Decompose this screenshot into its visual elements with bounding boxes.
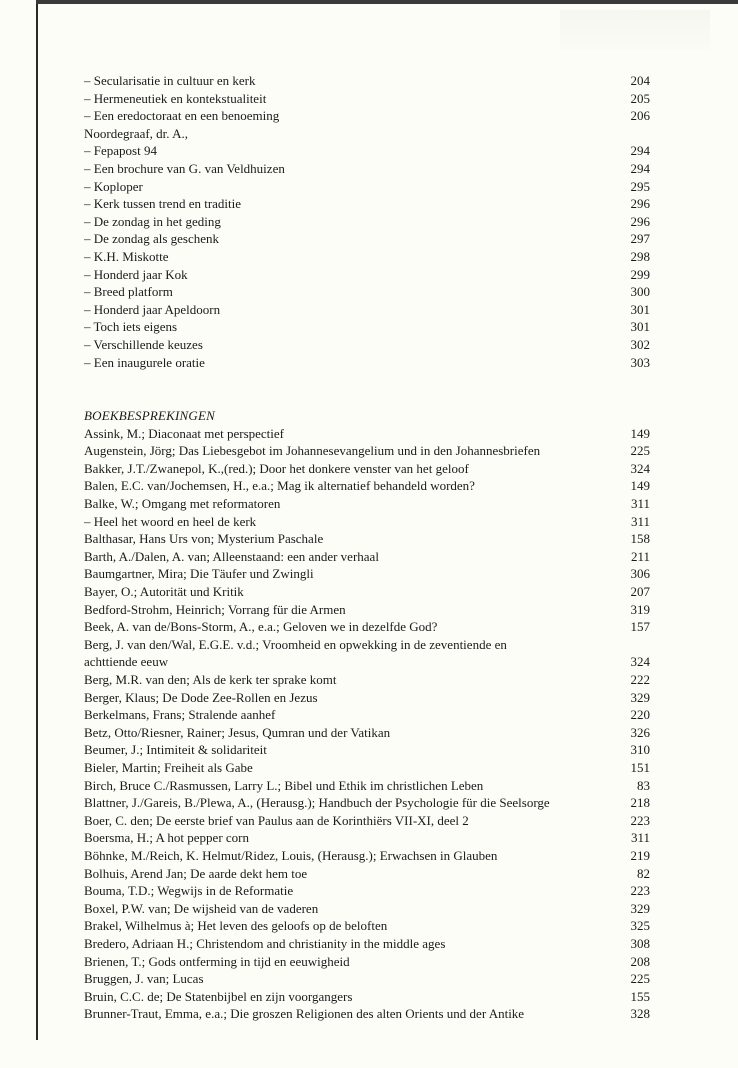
reviews-list [84,425,650,1023]
entry-page: 325 [630,918,650,934]
index-entry [84,548,650,566]
entry-title: Berg, M.R. van den; Als de kerk ter sprake komt [84,672,337,687]
entry-title: – Een inaugurele oratie [84,354,205,370]
entry-title: Berkelmans, Frans; Stralende aanhef [84,707,276,723]
index-entry [84,724,650,742]
index-entry [84,460,650,478]
entry-title: Bedford-Strohm, Heinrich; Vorrang für die Armen [84,601,346,617]
index-entry [84,283,650,301]
index-entry [84,741,650,759]
entry-title: – De zondag als geschenk [84,231,220,247]
entry-title: Beek, A. van de/Bons-Storm, A., e.a.; Geloven we in dezelfde God? [84,619,438,635]
entry-page: 223 [630,883,650,899]
entry-title: Berger, Klaus; De Dode Zee-Rollen en Jezus [84,689,318,705]
entry-page: 306 [630,566,650,582]
entry-page: 82 [637,865,650,881]
entry-title: – Kerk tussen trend en traditie [84,196,242,212]
entry-title: Bolhuis, Arend Jan; De aarde dekt hem toe [84,865,308,881]
index-entry [84,900,650,918]
index-entry [84,178,650,196]
entry-title: – Een brochure van G. van Veldhuizen [84,160,285,176]
index-entry [84,107,650,125]
entry-page: 206 [630,108,650,124]
section-heading-row [84,407,650,425]
entry-title: – Koploper [84,178,143,194]
entry-page: 326 [630,724,650,740]
entry-page: 301 [630,301,650,317]
index-entry [84,477,650,495]
index-entry [84,777,650,795]
entry-title: Bredero, Adriaan H.; Christendom and christianity in the middle ages [84,935,446,951]
entry-title: Bouma, T.D.; Wegwijs in de Reformatie [84,883,294,899]
index-entry [84,794,650,812]
index-entry [84,90,650,108]
entry-title: Birch, Bruce C./Rasmussen, Larry L.; Bibel und Ethik im christlichen Leben [84,777,484,793]
entry-page: 204 [630,73,650,88]
entry-title: Bakker, J.T./Zwanepol, K.,(red.); Door het donkere venster van het geloof [84,460,469,476]
index-content [84,72,650,1023]
entry-title: Böhnke, M./Reich, K. Helmut/Ridez, Louis, (Herausg.); Erwachsen in Glauben [84,847,498,863]
index-entry [84,812,650,830]
index-entry [84,318,650,336]
entry-page: 211 [630,548,650,564]
entry-page: 299 [630,266,650,282]
page-edge-top [36,0,738,4]
bleed-through-mark [560,10,710,50]
entry-title: – K.H. Miskotte [84,248,169,264]
entry-title: – Toch iets eigens [84,319,178,335]
entry-page: 329 [630,900,650,916]
index-entry [84,160,650,178]
index-entry [84,248,650,266]
entry-page: 207 [630,584,650,600]
entry-title: Bayer, O.; Autorität und Kritik [84,584,244,600]
entry-page: 324 [630,460,650,476]
entry-title: Assink, M.; Diaconaat met perspectief [84,425,284,441]
entry-title: Barth, A./Dalen, A. van; Alleenstaand: een ander verhaal [84,548,379,564]
entry-title: achttiende eeuw [84,654,169,670]
index-entry [84,953,650,971]
section-gap [84,371,650,407]
entry-title: – Honderd jaar Apeldoorn [84,301,221,317]
entry-title: Boxel, P.W. van; De wijsheid van de vaderen [84,900,319,916]
index-entry [84,1005,650,1023]
entry-page: 151 [630,759,650,775]
entry-title: Baumgartner, Mira; Die Täufer und Zwingli [84,566,314,582]
entry-title: Blattner, J./Gareis, B./Plewa, A., (Herausg.); Handbuch der Psychologie für die Seelsorge [84,795,550,811]
entry-page: 296 [630,196,650,212]
entry-page: 83 [637,777,650,793]
index-entry [84,495,650,513]
index-entry [84,230,650,248]
index-entry [84,601,650,619]
section-title: BOEKBESPREKINGEN [84,408,216,424]
entry-page: 310 [630,742,650,758]
entry-page: 298 [630,248,650,264]
author-heading: Noordegraaf, dr. A., [84,125,188,141]
index-entry [84,689,650,707]
entry-page: 328 [630,1006,650,1022]
entry-page: 222 [630,672,650,687]
page-edge-left [36,0,38,1040]
entry-title: Augenstein, Jörg; Das Liebesgebot im Johannesevangelium und in den Johannesbriefen [84,443,541,459]
entry-title: – Secularisatie in cultuur en kerk [84,73,256,88]
index-entry [84,865,650,883]
entry-title: – Heel het woord en heel de kerk [84,513,257,529]
index-entry [84,935,650,953]
entry-title: – Breed platform [84,284,173,300]
noordegraaf-tail-list [84,72,650,125]
entry-title: Bruggen, J. van; Lucas [84,971,204,987]
entry-page: 220 [630,707,650,723]
entry-title: – Een eredoctoraat en een benoeming [84,108,280,124]
entry-page: 300 [630,284,650,300]
index-entry [84,988,650,1006]
entry-page: 311 [630,496,650,512]
index-entry [84,583,650,601]
entry-page: 208 [630,953,650,969]
entry-title: Berg, J. van den/Wal, E.G.E. v.d.; Vroomheid en opwekking in de zeventiende en [84,636,507,652]
index-entry [84,829,650,847]
entry-title: – Honderd jaar Kok [84,266,188,282]
index-entry [84,301,650,319]
entry-title: Balthasar, Hans Urs von; Mysterium Paschale [84,531,324,547]
index-entry [84,195,650,213]
author-heading-row [84,125,650,143]
index-entry [84,513,650,531]
entry-page: 308 [630,935,650,951]
entry-title: Bieler, Martin; Freiheit als Gabe [84,759,253,775]
index-entry [84,530,650,548]
entry-page: 149 [630,425,650,441]
entry-title: Brienen, T.; Gods ontferming in tijd en eeuwigheid [84,953,350,969]
entry-page: 158 [630,531,650,547]
entry-title: Balen, E.C. van/Jochemsen, H., e.a.; Mag ik alternatief behandeld worden? [84,478,475,494]
entry-page: 324 [630,654,650,670]
entry-title: Betz, Otto/Riesner, Rainer; Jesus, Qumran und der Vatikan [84,724,391,740]
entry-page: 301 [630,319,650,335]
entry-page: 225 [630,443,650,459]
entry-page: 311 [630,830,650,846]
entry-page: 311 [630,513,650,529]
entry-title: Bruin, C.C. de; De Statenbijbel en zijn voorgangers [84,988,353,1004]
entry-page: 223 [630,812,650,828]
index-entry [84,72,650,90]
index-entry [84,618,650,636]
entry-page: 294 [630,143,650,159]
entry-title: Brunner-Traut, Emma, e.a.; Die groszen Religionen des alten Orients und der Antike [84,1006,525,1022]
entry-page: 218 [630,795,650,811]
entry-title: Brakel, Wilhelmus à; Het leven des geloofs op de beloften [84,918,388,934]
index-entry [84,882,650,900]
entry-page: 149 [630,478,650,494]
index-entry [84,565,650,583]
index-entry [84,266,650,284]
entry-title: – Fepapost 94 [84,143,157,159]
index-entry [84,917,650,935]
entry-title: – Hermeneutiek en kontekstualiteit [84,90,267,106]
index-entry [84,425,650,443]
index-entry [84,142,650,160]
index-entry [84,970,650,988]
index-entry [84,442,650,460]
index-entry [84,336,650,354]
index-entry [84,759,650,777]
entry-page: 302 [630,336,650,352]
entry-page: 205 [630,90,650,106]
entry-page: 329 [630,689,650,705]
entry-page: 295 [630,178,650,194]
index-entry [84,706,650,724]
entry-title: Boer, C. den; De eerste brief van Paulus aan de Korinthiërs VII-XI, deel 2 [84,812,469,828]
entry-page: 297 [630,231,650,247]
entry-page: 155 [630,988,650,1004]
index-entry [84,354,650,372]
noordegraaf-items-list [84,142,650,371]
index-entry [84,671,650,689]
entry-title: – Verschillende keuzes [84,336,203,352]
index-entry [84,847,650,865]
entry-title: Boersma, H.; A hot pepper corn [84,830,249,846]
entry-page: 225 [630,971,650,987]
entry-page: 296 [630,213,650,229]
entry-page: 303 [630,354,650,370]
entry-page: 319 [630,601,650,617]
index-entry [84,636,650,654]
entry-page: 294 [630,160,650,176]
index-entry [84,653,650,671]
index-entry [84,213,650,231]
entry-page: 219 [630,847,650,863]
entry-title: Balke, W.; Omgang met reformatoren [84,496,281,512]
entry-title: Beumer, J.; Intimiteit & solidariteit [84,742,267,758]
entry-page: 157 [630,619,650,635]
entry-title: – De zondag in het geding [84,213,221,229]
